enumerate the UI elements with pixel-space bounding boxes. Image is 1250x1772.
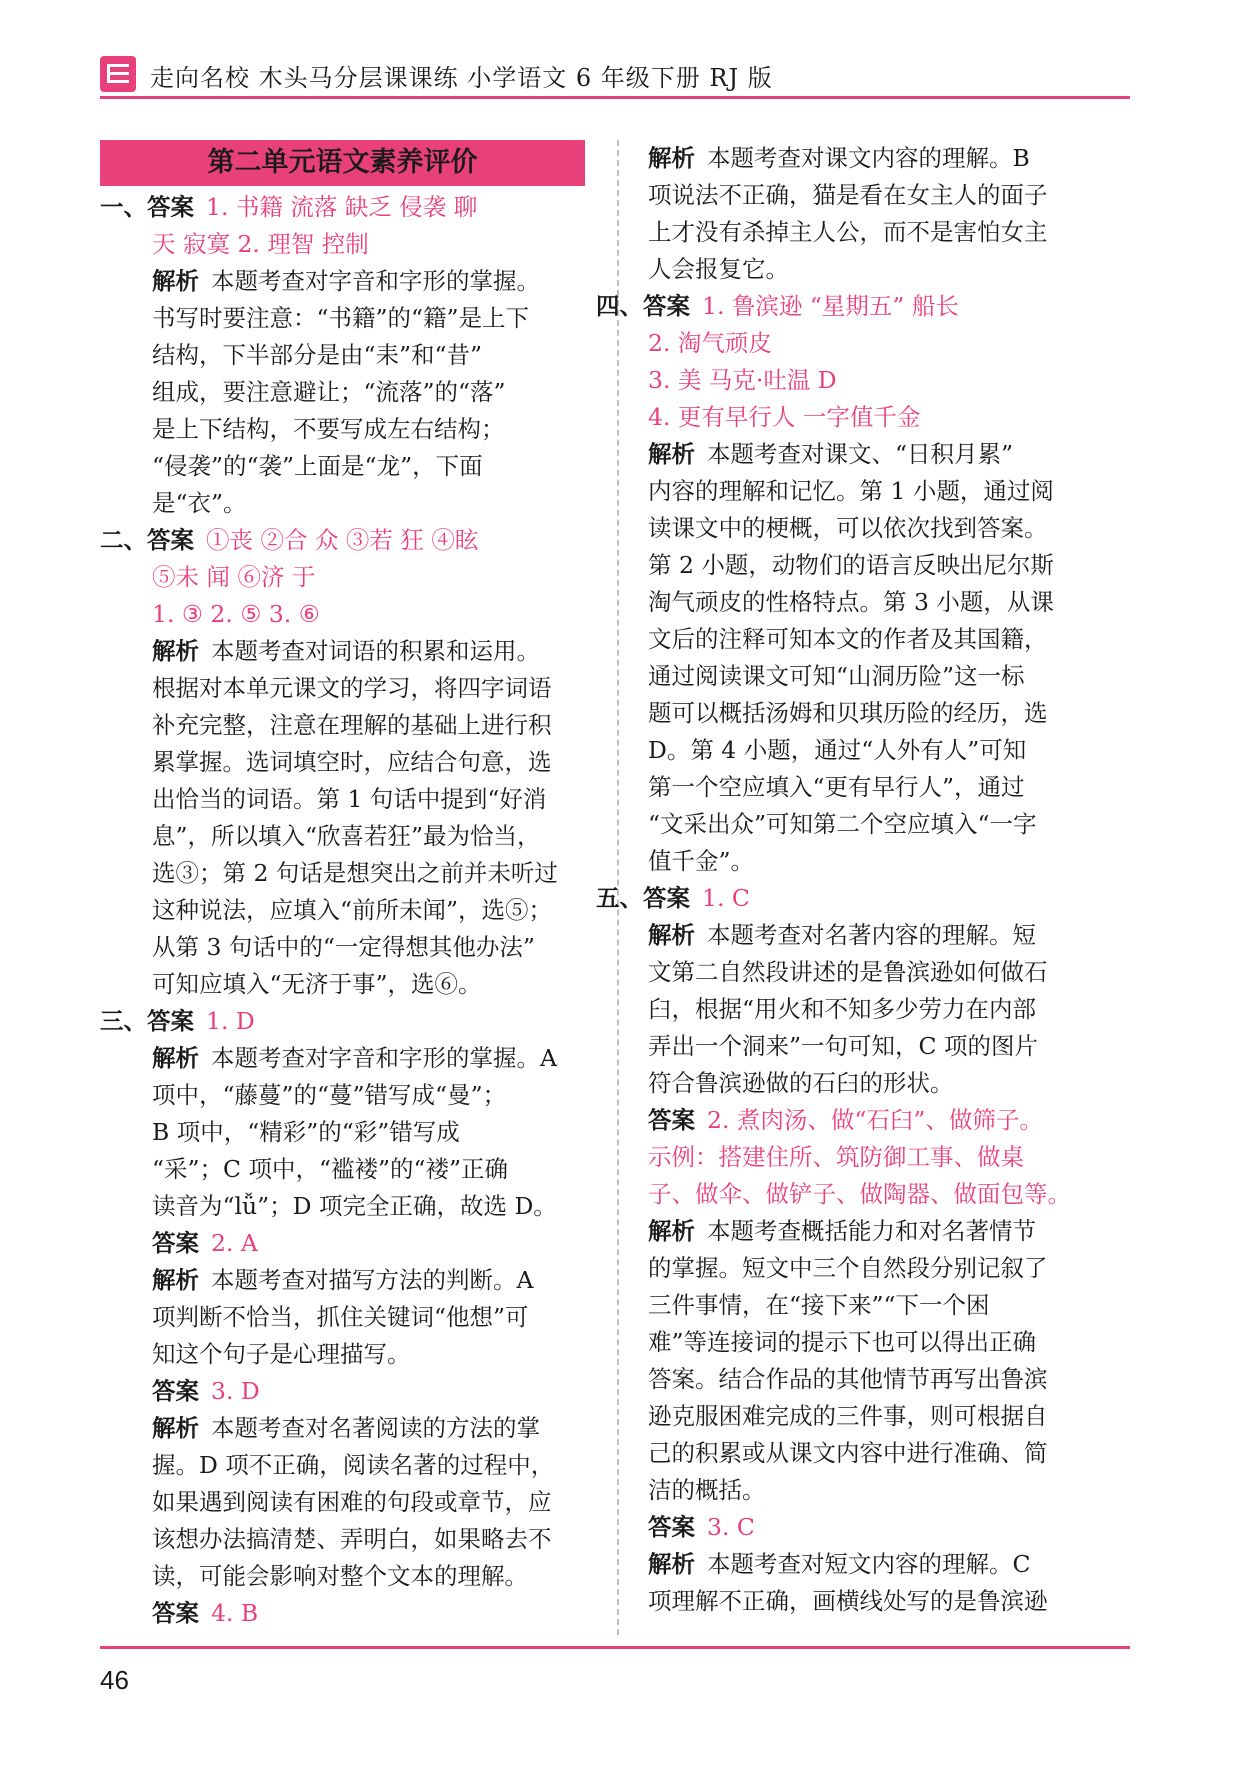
q2-analysis-tag: 解析 [152,637,199,665]
question-4 [596,288,1130,880]
q3-analysis-4 [648,140,1130,288]
q4-answer-line4: 4. 更有早行人 一字值千金 [648,403,921,431]
q2-answer-line1: ①丧 ②合 众 ③若 狂 ④眩 [206,526,479,554]
q3-analysis-1 [100,1040,585,1225]
q3-analysis-2 [100,1262,585,1373]
q1-answer-line2: 天 寂寞 2. 理智 控制 [152,230,369,258]
q3-answer4-tag: 答案 [152,1599,199,1627]
question-5 [596,880,1130,1620]
question-1 [100,189,585,522]
q3-answer-tag: 答案 [147,1007,194,1035]
q4-answer-line3: 3. 美 马克·吐温 D [648,366,837,394]
analysis-line: 出恰当的词语。第 1 句话中提到“好消 [152,785,547,813]
q3-analysis4-tag: 解析 [648,144,695,172]
q3-analysis-tag: 解析 [152,1044,199,1072]
q3-analysis2-tag: 解析 [152,1266,199,1294]
analysis-line: 己的积累或从课文内容中进行准确、简 [648,1439,1048,1467]
analysis-line: 三件事情，在“接下来”“下一个困 [648,1291,990,1319]
q5-answer-tag: 答案 [643,884,690,912]
analysis-line: 值千金”。 [648,847,755,875]
q5-analysis-3 [596,1546,1130,1620]
q5-answer-3: 3. C [707,1513,755,1541]
analysis-line: 弄出一个洞来”一句可知，C 项的图片 [648,1032,1038,1060]
analysis-line: 如果遇到阅读有困难的句段或章节，应 [152,1488,552,1516]
analysis-line: “采”；C 项中，“褴褛”的“褛”正确 [152,1155,509,1183]
q3-answer-1: 1. D [206,1007,255,1035]
book-logo-icon [100,56,136,92]
analysis-line: 读课文中的梗概，可以依次找到答案。 [648,514,1048,542]
q3-answer-4: 4. B [211,1599,259,1627]
q5-analysis-1 [596,917,1130,1102]
q5-answer-2-line3: 子、做伞、做铲子、做陶器、做面包等。 [648,1180,1071,1208]
q2-answer-tag: 答案 [147,526,194,554]
analysis-line: 结构，下半部分是由“耒”和“昔” [152,341,483,369]
q1-analysis [100,263,585,522]
q2-number: 二、 [100,526,147,554]
q1-answer-tag: 答案 [147,193,194,221]
analysis-line: 息”，所以填入“欣喜若狂”最为恰当， [152,822,541,850]
q5-answer3-tag: 答案 [648,1513,695,1541]
analysis-line: 洁的概括。 [648,1476,766,1504]
analysis-line: 本题考查对短文内容的理解。C [707,1550,1031,1578]
q3-answer3-tag: 答案 [152,1377,199,1405]
analysis-line: 读音为“lǚ”；D 项完全正确，故选 D。 [152,1192,557,1220]
analysis-line: 符合鲁滨逊做的石臼的形状。 [648,1069,954,1097]
left-column [100,140,585,1632]
q3-number: 三、 [100,1007,147,1035]
page-header [100,52,1130,98]
question-2 [100,522,585,1003]
analysis-line: 本题考查对课文内容的理解。B [707,144,1030,172]
q2-answer-line2: ⑤未 闻 ⑥济 于 [152,563,316,591]
analysis-line: 本题考查对词语的积累和运用。 [211,637,540,665]
analysis-line: 项说法不正确，猫是看在女主人的面子 [648,181,1048,209]
analysis-line: 可知应填入“无济于事”，选⑥。 [152,970,482,998]
analysis-line: 本题考查对名著阅读的方法的掌 [211,1414,540,1442]
analysis-line: 题可以概括汤姆和贝琪历险的经历，选 [648,699,1048,727]
q3-analysis3-tag: 解析 [152,1414,199,1442]
q5-answer-2-line1: 2. 煮肉汤、做“石臼”、做筛子。 [707,1106,1043,1134]
analysis-line: 这种说法，应填入“前所未闻”，选⑤； [152,896,553,924]
analysis-line: “文采出众”可知第二个空应填入“一字 [648,810,1037,838]
analysis-line: “侵袭”的“袭”上面是“龙”，下面 [152,452,483,480]
analysis-line: 文后的注释可知本文的作者及其国籍， [648,625,1048,653]
analysis-line: 从第 3 句话中的“一定得想其他办法” [152,933,535,961]
q1-number: 一、 [100,193,147,221]
analysis-line: 本题考查对字音和字形的掌握。 [211,267,540,295]
q5-answer-2-line2: 示例：搭建住所、筑防御工事、做桌 [648,1143,1024,1171]
analysis-line: 累掌握。选词填空时，应结合句意，选 [152,748,552,776]
q4-answer-tag: 答案 [643,292,690,320]
analysis-line: 第一个空应填入“更有早行人”，通过 [648,773,1025,801]
section-title: 第二单元语文素养评价 [100,140,585,186]
q4-analysis [596,436,1130,880]
q5-analysis3-tag: 解析 [648,1550,695,1578]
q3-analysis-3 [100,1410,585,1595]
q5-answer2-tag: 答案 [648,1106,695,1134]
q5-number: 五、 [596,884,643,912]
analysis-line: 本题考查对描写方法的判断。A [211,1266,534,1294]
analysis-line: 补充完整，注意在理解的基础上进行积 [152,711,552,739]
analysis-line: 是上下结构，不要写成左右结构； [152,415,505,443]
analysis-line: 根据对本单元课文的学习，将四字词语 [152,674,552,702]
analysis-line: 本题考查对字音和字形的掌握。A [211,1044,557,1072]
analysis-line: 难”等连接词的提示下也可以得出正确 [648,1328,1037,1356]
analysis-line: 内容的理解和记忆。第 1 小题，通过阅 [648,477,1054,505]
analysis-line: 项中，“藤蔓”的“蔓”错写成“曼”； [152,1081,507,1109]
analysis-line: 本题考查对课文、“日积月累” [707,440,1014,468]
q1-answer-line1: 1. 书籍 流落 缺乏 侵袭 聊 [206,193,478,221]
footer-rule [100,1646,1130,1649]
analysis-line: 逊克服困难完成的三件事，则可根据自 [648,1402,1048,1430]
analysis-line: 握。D 项不正确，阅读名著的过程中， [152,1451,555,1479]
analysis-line: 知这个句子是心理描写。 [152,1340,411,1368]
q2-answer-line3: 1. ③ 2. ⑤ 3. ⑥ [152,600,320,628]
q5-answer-1: 1. C [702,884,750,912]
q4-answer-line1: 1. 鲁滨逊 “星期五” 船长 [702,292,959,320]
analysis-line: 本题考查概括能力和对名著情节 [707,1217,1036,1245]
q3-answer-3: 3. D [211,1377,260,1405]
analysis-line: D。第 4 小题，通过“人外有人”可知 [648,736,1027,764]
q3-answer2-tag: 答案 [152,1229,199,1257]
q3-answer-2: 2. A [211,1229,258,1257]
analysis-line: 答案。结合作品的其他情节再写出鲁滨 [648,1365,1048,1393]
analysis-line: 该想办法搞清楚、弄明白，如果略去不 [152,1525,552,1553]
q4-analysis-tag: 解析 [648,440,695,468]
analysis-line: 淘气顽皮的性格特点。第 3 小题，从课 [648,588,1054,616]
analysis-line: 的掌握。短文中三个自然段分别记叙了 [648,1254,1048,1282]
analysis-line: 文第二自然段讲述的是鲁滨逊如何做石 [648,958,1048,986]
analysis-line: 第 2 小题，动物们的语言反映出尼尔斯 [648,551,1054,579]
q5-analysis2-tag: 解析 [648,1217,695,1245]
analysis-line: B 项中，“精彩”的“彩”错写成 [152,1118,460,1146]
analysis-line: 选③；第 2 句话是想突出之前并未听过 [152,859,558,887]
q4-answer-line2: 2. 淘气顽皮 [648,329,772,357]
analysis-line: 臼，根据“用火和不知多少劳力在内部 [648,995,1037,1023]
analysis-line: 本题考查对名著内容的理解。短 [707,921,1036,949]
analysis-line: 读，可能会影响对整个文本的理解。 [152,1562,528,1590]
analysis-line: 人会报复它。 [648,255,789,283]
header-title: 走向名校 木头马分层课课练 小学语文 6 年级下册 RJ 版 [150,64,773,92]
analysis-line: 通过阅读课文可知“山洞历险”这一标 [648,662,1025,690]
header-rule [100,96,1130,99]
analysis-line: 是“衣”。 [152,489,247,517]
q4-number: 四、 [596,292,643,320]
right-column [596,140,1130,1620]
page-number: 46 [100,1665,129,1695]
q2-analysis [100,633,585,1003]
analysis-line: 项判断不恰当，抓住关键词“他想”可 [152,1303,529,1331]
question-3 [100,1003,585,1632]
q1-analysis-tag: 解析 [152,267,199,295]
analysis-line: 上才没有杀掉主人公，而不是害怕女主 [648,218,1048,246]
analysis-line: 项理解不正确，画横线处写的是鲁滨逊 [648,1587,1048,1615]
analysis-line: 书写时要注意：“书籍”的“籍”是上下 [152,304,530,332]
q5-analysis-2 [596,1213,1130,1509]
analysis-line: 组成，要注意避让；“流落”的“落” [152,378,506,406]
q5-analysis1-tag: 解析 [648,921,695,949]
